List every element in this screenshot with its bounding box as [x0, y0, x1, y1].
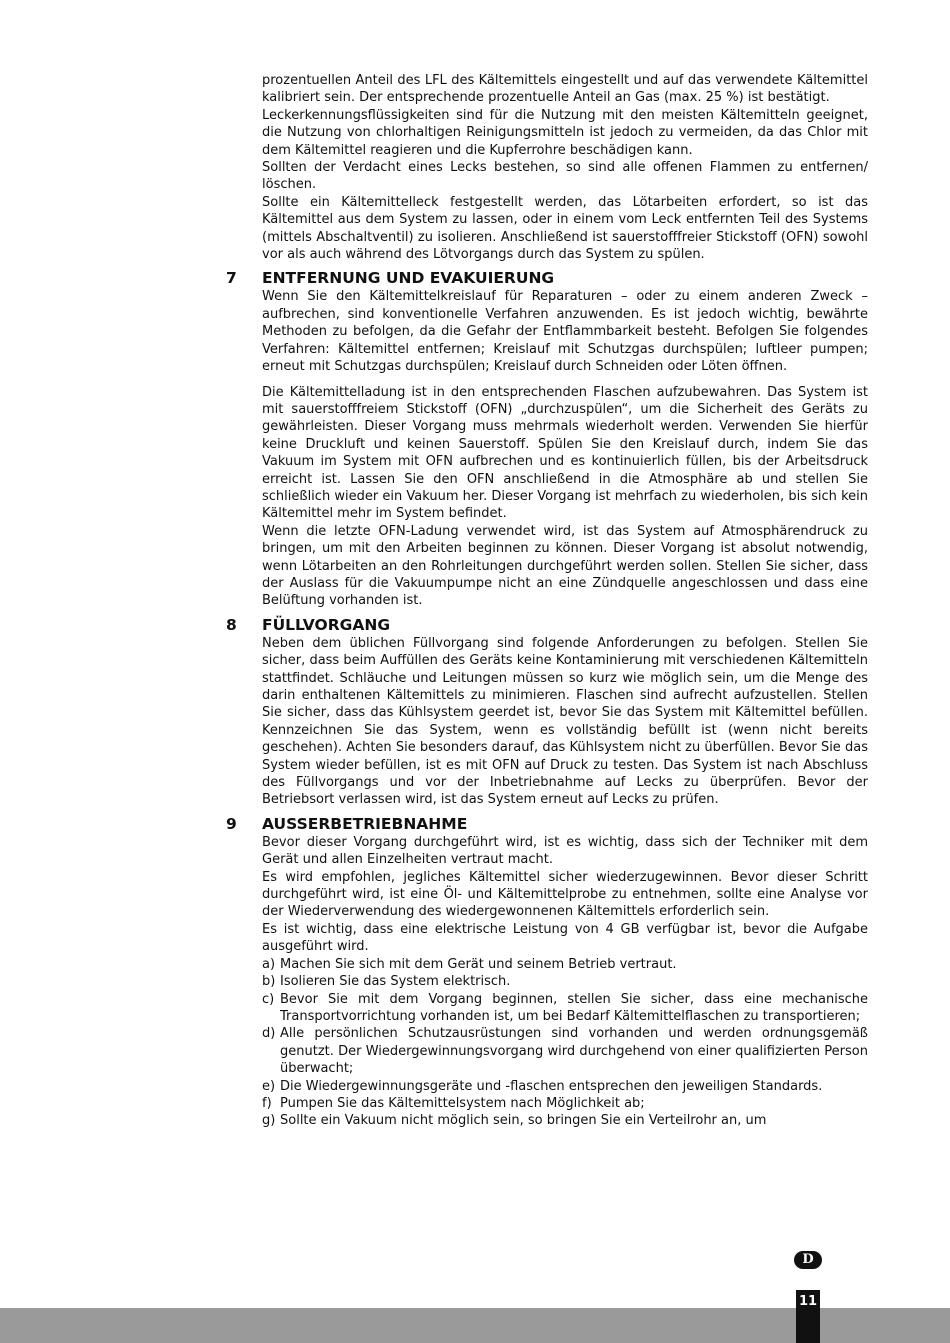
- list-text: Machen Sie sich mit dem Gerät und seinem Betrieb vertraut.: [280, 956, 677, 972]
- list-item: [262, 991, 868, 1026]
- list-item: [262, 956, 868, 973]
- section-paragraph: Es wird empfohlen, jegliches Kältemittel sicher wiederzugewinnen. Bevor dieser Schritt durchgeführt wird, ist eine Öl- und Kältemittelprobe zu entnehmen, sollte eine Analyse vor der Wiederverwendung des wiedergewonnenen Kältemittels erforderlich sein.: [262, 869, 868, 920]
- intro-paragraph: prozentuellen Anteil des LFL des Kältemittels eingestellt und auf das verwendete Kältemittel kalibriert sein. Der entsprechende prozentuelle Anteil an Gas (max. 25 %) ist bestätigt.: [262, 73, 868, 106]
- intro-paragraph: Sollte ein Kältemittelleck festgestellt werden, das Lötarbeiten erfordert, so ist das Kältemittel aus dem System zu lassen, oder in einem vom Leck entfernten Teil des Systems (mittels Abschaltventil) zu isolieren. Anschließend ist sauerstofffreier Stickstoff (OFN) sowohl vor als auch während des Lötvorgangs durch das System zu spülen.: [262, 194, 868, 263]
- list-text: Alle persönlichen Schutzausrüstungen sind vorhanden und werden ordnungsgemäß genutzt. Der Wiedergewinnungsvorgang wird durchgehend von einer qualifizierten Person überwacht;: [280, 1026, 868, 1077]
- section-8: [226, 615, 868, 809]
- section-number: 9: [226, 814, 237, 833]
- section-paragraph: Bevor dieser Vorgang durchgeführt wird, ist es wichtig, dass sich der Techniker mit dem Gerät und allen Einzelheiten vertraut macht.: [262, 834, 868, 868]
- intro-paragraph: Leckerkennungsflüssigkeiten sind für die Nutzung mit den meisten Kältemitteln geeignet, die Nutzung von chlorhaltigen Reinigungsmitteln ist jedoch zu vermeiden, da das Chlor mit dem Kältemittel reagieren und die Kupferrohre beschädigen kann.: [262, 107, 868, 158]
- page-number: 11: [796, 1290, 820, 1343]
- list-item: [262, 1095, 868, 1112]
- section-paragraph: Die Kältemittelladung ist in den entsprechenden Flaschen aufzubewahren. Das System ist mit sauerstofffreiem Stickstoff (OFN) „durchzuspülen“, um die Sicherheit des Geräts zu gewährleisten. Dieser Vorgang muss mehrmals wiederholt werden. Verwenden Sie hierfür keine Druckluft und keinen Sauerstoff. Spülen Sie den Kreislauf durch, indem Sie das Vakuum im System mit OFN aufbrechen und es kontinuierlich füllen, bis der Arbeitsdruck erreicht ist. Lassen Sie den OFN anschließend in die Atmosphäre ab und stellen Sie schließlich wieder ein Vakuum her. Dieser Vorgang ist mehrfach zu wiederholen, bis sich kein Kältemittel mehr im System befindet.: [262, 384, 868, 522]
- list-marker: d): [262, 1026, 276, 1042]
- list-item: [262, 1112, 868, 1129]
- page-content: [226, 72, 868, 1130]
- list-marker: b): [262, 974, 276, 990]
- section-number: 7: [226, 269, 237, 288]
- list-marker: a): [262, 956, 276, 972]
- language-badge: D: [794, 1251, 822, 1269]
- list-text: Isolieren Sie das System elektrisch.: [280, 974, 511, 990]
- section-paragraph: Es ist wichtig, dass eine elektrische Leistung von 4 GB verfügbar ist, bevor die Aufgabe ausgeführt wird.: [262, 921, 868, 955]
- steps-list: [262, 956, 868, 1130]
- section-9: [226, 814, 868, 1130]
- list-item: [262, 973, 868, 990]
- list-marker: e): [262, 1078, 276, 1094]
- list-marker: g): [262, 1113, 276, 1129]
- list-text: Bevor Sie mit dem Vorgang beginnen, stellen Sie sicher, dass eine mechanische Transportvorrichtung vorhanden ist, um bei Bedarf Kältemittelflaschen zu transportieren;: [280, 991, 868, 1024]
- section-paragraph: Wenn die letzte OFN-Ladung verwendet wird, ist das System auf Atmosphärendruck zu bringen, um mit den Arbeiten beginnen zu können. Dieser Vorgang ist absolut notwendig, wenn Lötarbeiten an den Rohrleitungen durchgeführt werden sollen. Stellen Sie sicher, dass der Auslass für die Vakuumpumpe nicht an eine Zündquelle angeschlossen und dass eine Belüftung vorhanden ist.: [262, 523, 868, 609]
- intro-paragraph: Sollten der Verdacht eines Lecks bestehen, so sind alle offenen Flammen zu entfernen/ löschen.: [262, 160, 868, 193]
- list-item: [262, 1078, 868, 1095]
- section-number: 8: [226, 615, 237, 634]
- section-paragraph: Neben dem üblichen Füllvorgang sind folgende Anforderungen zu befolgen. Stellen Sie sicher, dass beim Auffüllen des Geräts keine Kontaminierung mit verschiedenen Kältemitteln stattfindet. Schläuche und Leitungen müssen so kurz wie möglich sein, um die Menge des darin enthaltenen Kältemittels zu minimieren. Flaschen sind aufrecht aufzustellen. Stellen Sie sicher, dass das Kühlsystem geerdet ist, bevor Sie das System mit Kältemittel befüllen. Kennzeichnen Sie das System, wenn es vollständig befüllt ist (wenn nicht bereits geschehen). Achten Sie besonders darauf, das Kühlsystem nicht zu überfüllen. Bevor Sie das System wieder befüllen, ist es mit OFN auf Druck zu testen. Das System ist nach Abschluss des Füllvorgangs und vor der Inbetriebnahme auf Lecks zu überprüfen. Bevor der Betriebsort verlassen wird, ist das System erneut auf Lecks zu prüfen.: [262, 635, 868, 808]
- list-text: Sollte ein Vakuum nicht möglich sein, so bringen Sie ein Verteilrohr an, um: [280, 1113, 767, 1129]
- section-title: FÜLLVORGANG: [262, 615, 391, 634]
- list-marker: f): [262, 1095, 272, 1111]
- section-paragraph: Wenn Sie den Kältemittelkreislauf für Reparaturen – oder zu einem anderen Zweck – aufbrechen, sind konventionelle Verfahren anzuwenden. Es ist jedoch wichtig, bewährte Methoden zu befolgen, da die Gefahr der Entflammbarkeit besteht. Befolgen Sie folgendes Verfahren: Kältemittel entfernen; Kreislauf mit Schutzgas durchspülen; luftleer pumpen; erneut mit Schutzgas durchspülen; Kreislauf durch Schneiden oder Löten öffnen.: [262, 289, 868, 375]
- list-item: [262, 1025, 868, 1077]
- section-title: ENTFERNUNG UND EVAKUIERUNG: [262, 269, 555, 288]
- list-text: Pumpen Sie das Kältemittelsystem nach Möglichkeit ab;: [280, 1095, 645, 1111]
- section-title: AUSSERBETRIEBNAHME: [262, 814, 468, 833]
- list-text: Die Wiedergewinnungsgeräte und -flaschen entsprechen den jeweiligen Standards.: [280, 1078, 823, 1094]
- section-7: [226, 268, 868, 609]
- list-marker: c): [262, 991, 275, 1007]
